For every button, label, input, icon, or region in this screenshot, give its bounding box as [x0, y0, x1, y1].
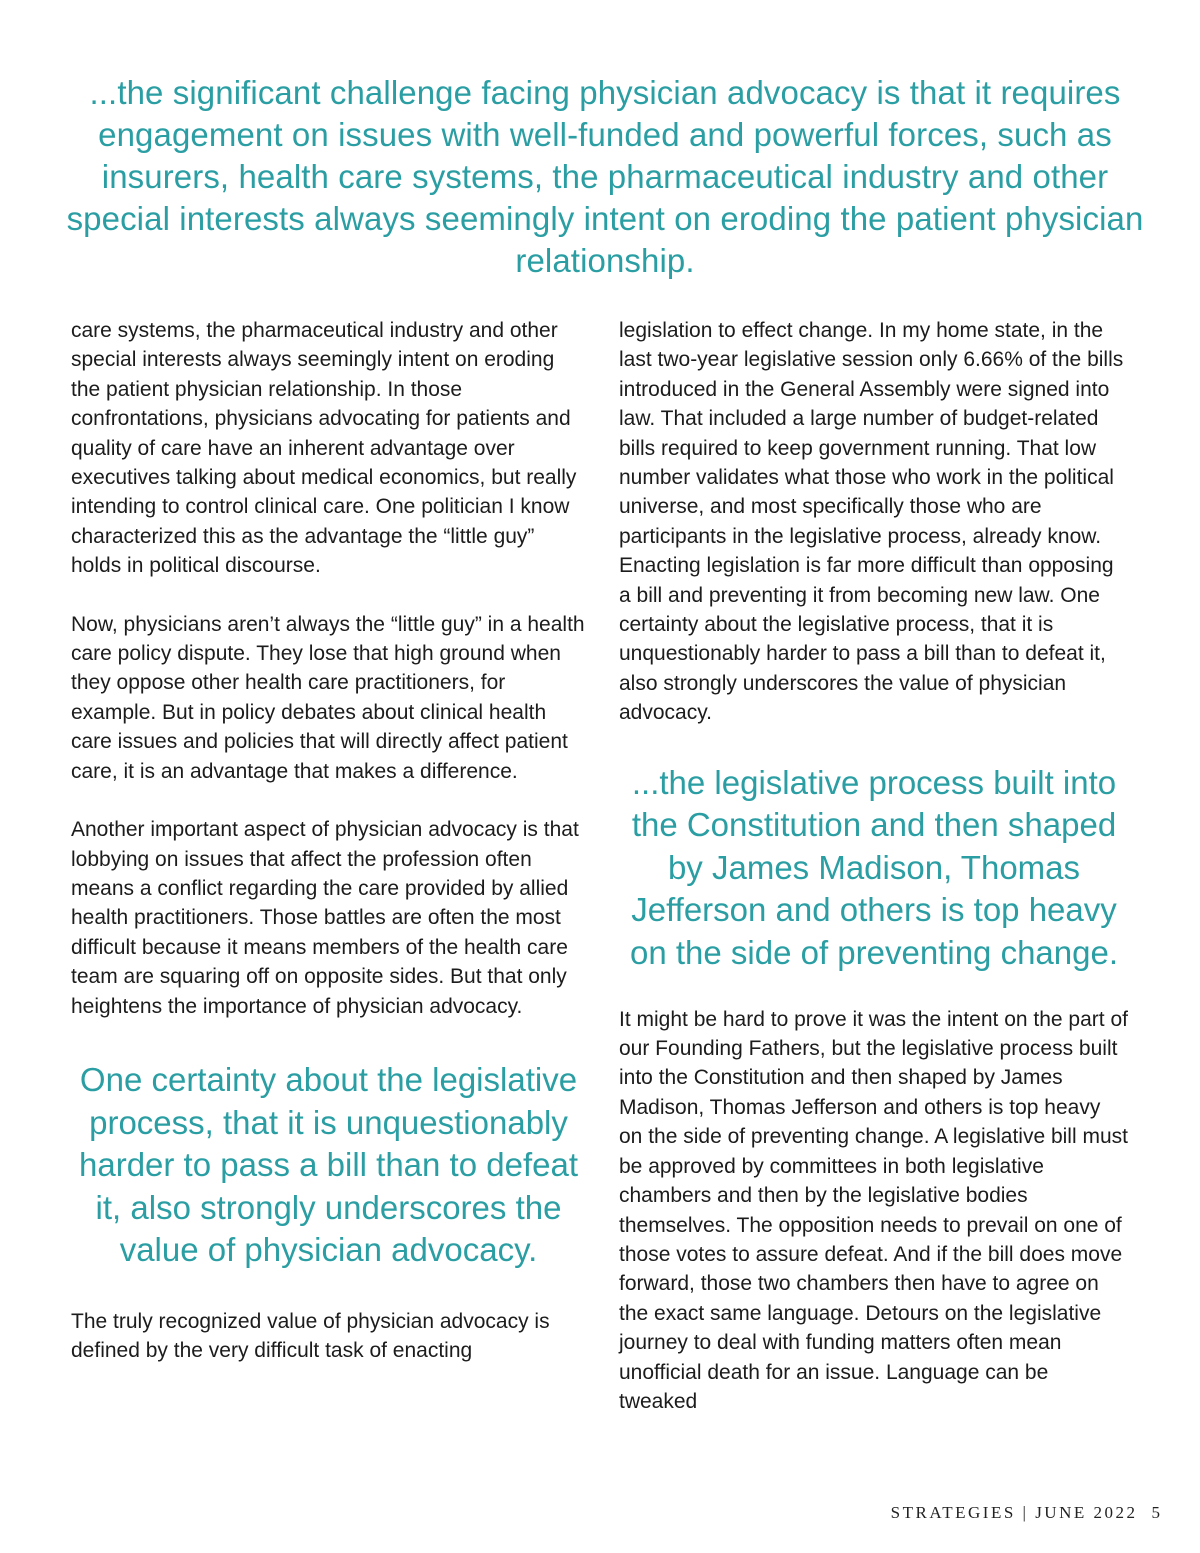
body-paragraph: Now, physicians aren’t always the “little guy” in a health care policy dispute. They lose that high ground when they oppose other health care practitioners, for example. But in policy debates about clinical health care issues and policies that will directly affect patient care, it is an advantage that makes a difference.	[71, 612, 585, 783]
body-paragraph: The truly recognized value of physician advocacy is defined by the very difficult task of enacting	[71, 1309, 550, 1363]
page-footer	[891, 1503, 1160, 1523]
body-paragraph: It might be hard to prove it was the intent on the part of our Founding Fathers, but the legislative process built into the Constitution and then shaped by James Madison, Thomas Jefferson and others is top heavy on the side of preventing change. A legislative bill must be approved by committees in both legislative chambers and then by the legislative bodies themselves. The opposition needs to prevail on one of those votes to assure defeat. And if the bill does move forward, those two chambers then have to agree on the exact same language. Detours on the legislative journey to deal with funding matters often mean unofficial death for an issue. Language can be tweaked	[619, 1007, 1128, 1413]
left-pull-quote: One certainty about the legislative process, that it is unquestionably harder to pass a bill than to defeat it, also strongly underscores the value of physician advocacy.	[79, 1060, 578, 1269]
page-number: 5	[1151, 1503, 1160, 1522]
body-paragraph: care systems, the pharmaceutical industry and other special interests always seemingly intent on eroding the patient physician relationship. In those confrontations, physicians advocating for patients and quality of care have an inherent advantage over executives talking about medical economics, but really intending to control clinical care. One politician I know characterized this as the advantage the “little guy” holds in political discourse.	[71, 319, 577, 578]
body-paragraph: legislation to effect change. In my home state, in the last two-year legislative session only 6.66% of the bills introduced in the General Assembly were signed into law. That included a large number of budget-related bills required to keep government running. That low number validates what those who work in the political universe, and most specifically those who are participants in the legislative process, already know. Enacting legislation is far more difficult than opposing a bill and preventing it from becoming new law. One certainty about the legislative process, that it is unquestionably harder to pass a bill than to defeat it, also strongly underscores the value of physician advocacy.	[619, 319, 1124, 725]
right-pull-quote: ...the legislative process built into the Constitution and then shaped by James Madison, Thomas Jefferson and others is top heavy on the side of preventing change.	[629, 763, 1119, 972]
right-column	[619, 316, 1129, 1416]
top-pull-quote: ...the significant challenge facing physician advocacy is that it requires engagement on issues with well-funded and powerful forces, such as insurers, health care systems, the pharmaceutical industry and other special interests always seemingly intent on eroding the patient physician relationship.	[66, 74, 1144, 279]
left-column	[71, 316, 586, 1366]
publication-issue: STRATEGIES | JUNE 2022	[890, 1503, 1138, 1522]
body-paragraph: Another important aspect of physician advocacy is that lobbying on issues that affect the profession often means a conflict regarding the care provided by allied health practitioners. Those battles are often the most difficult because it means members of the health care team are squaring off on opposite sides. But that only heightens the importance of physician advocacy.	[71, 818, 579, 1018]
